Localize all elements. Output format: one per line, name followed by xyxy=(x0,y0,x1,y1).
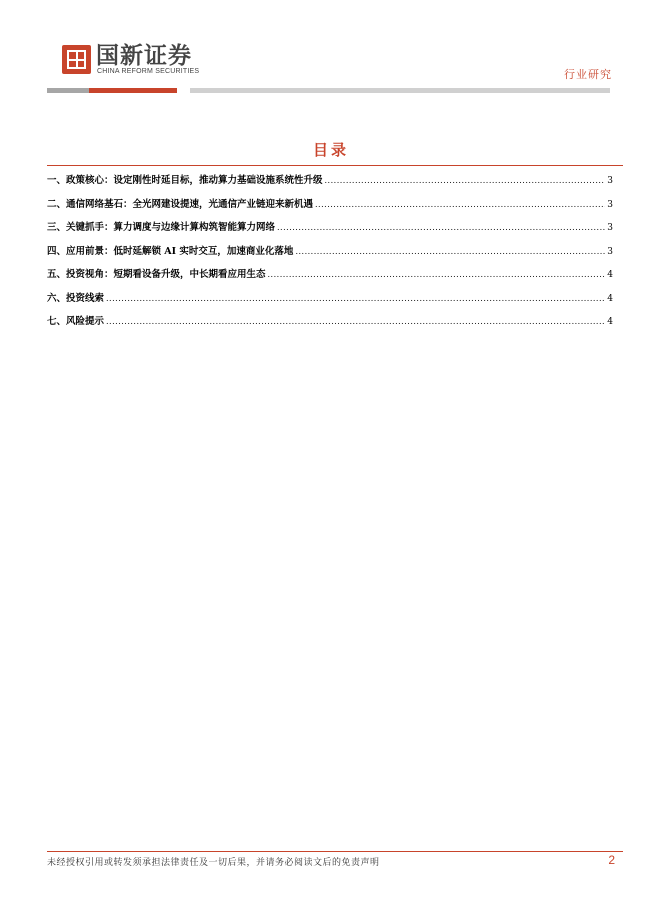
logo-english-name: CHINA REFORM SECURITIES xyxy=(97,68,200,75)
toc-leader-dots xyxy=(106,294,605,303)
toc-title: 目录 xyxy=(312,141,349,159)
toc-item-label: 四、应用前景：低时延解锁 AI 实时交互，加速商业化落地 xyxy=(47,245,294,257)
footer-disclaimer: 未经授权引用或转发须承担法律责任及一切后果，并请务必阅读文后的免责声明 xyxy=(47,858,380,868)
toc-item-page: 3 xyxy=(607,199,613,210)
logo-mark xyxy=(62,45,91,74)
header-bar-gray-left xyxy=(47,88,89,93)
toc-item-page: 3 xyxy=(607,176,613,186)
toc-item-label: 三、关键抓手：算力调度与边缘计算构筑智能算力网络 xyxy=(47,222,276,233)
toc-item[interactable] xyxy=(47,196,613,220)
toc-item-page: 4 xyxy=(607,293,613,304)
toc-item-page: 3 xyxy=(607,223,613,233)
toc-item-page: 4 xyxy=(607,317,613,327)
toc-item[interactable] xyxy=(47,219,613,243)
toc-leader-dots xyxy=(295,247,605,256)
toc-item-label: 二、通信网络基石：全光网建设提速，光通信产业链迎来新机遇 xyxy=(47,198,314,210)
toc-item-label: 一、政策核心：设定刚性时延目标，推动算力基础设施系统性升级 xyxy=(47,175,323,186)
toc-item-label: 六、投资线索 xyxy=(47,292,105,304)
toc-leader-dots xyxy=(106,317,605,326)
footer-divider xyxy=(47,851,623,852)
page-number: 2 xyxy=(608,853,615,867)
toc-item[interactable] xyxy=(47,172,613,196)
toc-leader-dots xyxy=(277,223,605,232)
header-bar-gray-right xyxy=(190,88,610,93)
toc-list xyxy=(47,172,613,337)
section-tag: 行业研究 xyxy=(564,68,612,81)
toc-item-label: 七、风险提示 xyxy=(47,316,105,327)
toc-item-page: 3 xyxy=(607,246,613,257)
toc-item-page: 4 xyxy=(607,270,613,280)
toc-leader-dots xyxy=(268,270,606,279)
toc-item[interactable] xyxy=(47,313,613,337)
toc-item[interactable] xyxy=(47,243,613,267)
header-bar-accent xyxy=(89,88,177,93)
toc-leader-dots xyxy=(325,176,606,185)
toc-item-label: 五、投资视角：短期看设备升级，中长期看应用生态 xyxy=(47,269,266,280)
toc-item[interactable] xyxy=(47,266,613,290)
toc-leader-dots xyxy=(315,200,605,209)
toc-divider xyxy=(47,165,623,166)
toc-item[interactable] xyxy=(47,290,613,314)
logo-chinese-name: 国新证券 xyxy=(96,43,192,69)
